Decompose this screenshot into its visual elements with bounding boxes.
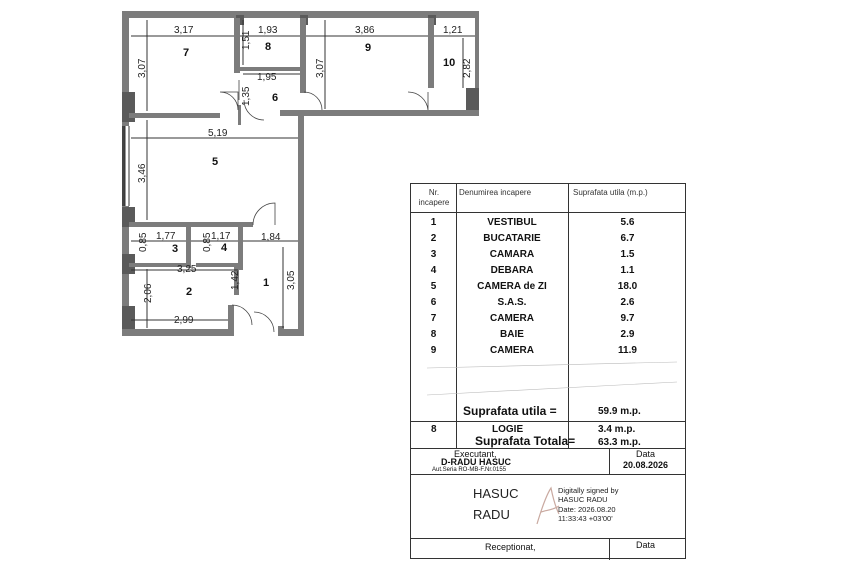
dimension-label: 1,93	[258, 25, 278, 36]
room-number: 5	[212, 156, 219, 168]
table-row	[411, 278, 685, 294]
row-nr: 2	[430, 233, 437, 244]
row-name: CAMERA de ZI	[477, 281, 547, 292]
row-nr: 1	[430, 217, 437, 228]
dimension-label: 1,42	[230, 270, 241, 290]
row-area: 2.9	[620, 329, 635, 340]
receptionat-label: Receptionat,	[485, 542, 536, 552]
row-nr: 3	[430, 249, 437, 260]
table-row	[411, 262, 685, 278]
wall	[298, 116, 304, 336]
dimension-label: 3,17	[174, 25, 194, 36]
dimension-label: 3,86	[355, 25, 375, 36]
digital-signature-line-3: Date: 2026.08.20	[558, 505, 616, 514]
wall	[234, 18, 240, 73]
wall	[432, 11, 479, 18]
row-nr: 7	[430, 313, 437, 324]
header-nr: Nr. incapere	[418, 188, 450, 207]
dimension-label: 3,07	[137, 58, 148, 78]
signature-name-1: HASUC	[473, 486, 519, 501]
column-divider	[609, 538, 610, 560]
table-row	[411, 342, 685, 358]
wall	[240, 67, 304, 71]
dimension-label: 1,95	[257, 72, 277, 83]
door-swing	[253, 203, 275, 225]
wall	[300, 18, 306, 93]
wall	[122, 329, 232, 336]
table-row	[411, 214, 685, 230]
dimension-label: 2,06	[143, 283, 154, 303]
room-number: 7	[183, 47, 190, 59]
dimension-label: 2,82	[462, 58, 473, 78]
dimension-label: 0,85	[138, 232, 149, 252]
signature-name-2: RADU	[473, 507, 510, 522]
logie-label: LOGIE	[492, 424, 524, 435]
suprafata-totala-label: Suprafata Totala=	[475, 434, 576, 448]
row-name: DEBARA	[490, 265, 534, 276]
dimension-label: 5,19	[208, 128, 228, 139]
wall	[238, 105, 241, 125]
room-number: 8	[265, 41, 272, 53]
wall	[228, 305, 234, 336]
digital-signature-line-1: Digitally signed by	[558, 486, 619, 495]
dimension-label: 1,77	[156, 231, 176, 242]
row-name: BUCATARIE	[483, 233, 541, 244]
logie-nr: 8	[431, 424, 437, 435]
wall	[196, 263, 243, 267]
room-number: 3	[172, 243, 179, 255]
executant-name: D-RADU HASUC	[441, 457, 511, 467]
wall	[122, 11, 238, 18]
strike-lines	[427, 360, 677, 400]
row-area: 18.0	[617, 281, 638, 292]
row-nr: 6	[430, 297, 437, 308]
wall	[129, 113, 220, 118]
dimension-label: 1,17	[211, 231, 231, 242]
table-row	[411, 326, 685, 342]
room-number: 4	[221, 242, 228, 254]
dimension-label: 0,85	[202, 232, 213, 252]
door-swing	[304, 92, 322, 110]
row-nr: 8	[430, 329, 437, 340]
table-row	[411, 230, 685, 246]
dimension-label: 1,51	[241, 30, 252, 50]
column-divider	[609, 448, 610, 474]
door-swing	[408, 92, 428, 110]
room-number: 9	[365, 42, 372, 54]
row-name: CAMARA	[489, 249, 535, 260]
row-area: 2.6	[620, 297, 635, 308]
dimension-label: 2,99	[174, 315, 194, 326]
suprafata-utila-label: Suprafata utila =	[463, 404, 557, 418]
wall	[238, 11, 304, 18]
dimension-label: 1,84	[261, 232, 281, 243]
room-number: 10	[443, 57, 456, 69]
row-nr: 9	[430, 345, 437, 356]
divider	[411, 474, 685, 475]
suprafata-utila-value: 59.9 m.p.	[598, 406, 641, 417]
dimension-label: 3,46	[137, 163, 148, 183]
row-name: CAMERA	[490, 313, 534, 324]
dimension-label: 3,07	[315, 58, 326, 78]
door-swing	[232, 305, 252, 325]
row-name: CAMERA	[490, 345, 534, 356]
header-name: Denumirea incapere	[459, 188, 532, 197]
row-nr: 4	[430, 265, 437, 276]
wall	[304, 11, 432, 18]
dimension-label: 3,25	[177, 264, 197, 275]
row-area: 6.7	[620, 233, 635, 244]
divider	[411, 538, 685, 539]
surface-table	[410, 183, 686, 559]
row-area: 1.1	[620, 265, 635, 276]
room-number: 2	[186, 286, 193, 298]
row-area: 9.7	[620, 313, 635, 324]
room-number: 1	[263, 277, 270, 289]
row-area: 11.9	[618, 345, 637, 356]
row-name: VESTIBUL	[487, 217, 537, 228]
data-label-2: Data	[636, 540, 656, 550]
data-value: 20.08.2026	[623, 460, 669, 470]
wall	[280, 110, 479, 116]
executant-label: Executant,	[454, 449, 497, 459]
row-name: S.A.S.	[497, 297, 527, 308]
room-number: 6	[272, 92, 279, 104]
row-area: 1.5	[620, 249, 635, 260]
executant-authorization: Aut.Seria RO-MB-F.Nr.0155	[432, 467, 507, 473]
table-header	[411, 184, 685, 213]
divider	[411, 421, 685, 422]
digital-signature-line-4: 11:33:43 +03'00'	[558, 514, 613, 523]
row-name: BAIE	[500, 329, 524, 340]
dimension-label: 1,35	[241, 86, 252, 106]
suprafata-totala-value: 63.3 m.p.	[598, 437, 641, 448]
header-area: Suprafata utila (m.p.)	[573, 188, 648, 197]
table-row	[411, 246, 685, 262]
table-row	[411, 310, 685, 326]
row-area: 5.6	[620, 217, 635, 228]
row-nr: 5	[430, 281, 437, 292]
digital-signature-line-2: HASUC RADU	[558, 495, 608, 504]
door-swing	[220, 92, 238, 110]
wall	[428, 18, 434, 88]
door-swing	[254, 312, 274, 332]
wall	[186, 225, 191, 268]
dimension-label: 3,05	[286, 270, 297, 290]
table-row	[411, 294, 685, 310]
dimension-label: 1,21	[443, 25, 463, 36]
logie-value: 3.4 m.p.	[598, 424, 636, 435]
data-label: Data	[636, 449, 656, 459]
